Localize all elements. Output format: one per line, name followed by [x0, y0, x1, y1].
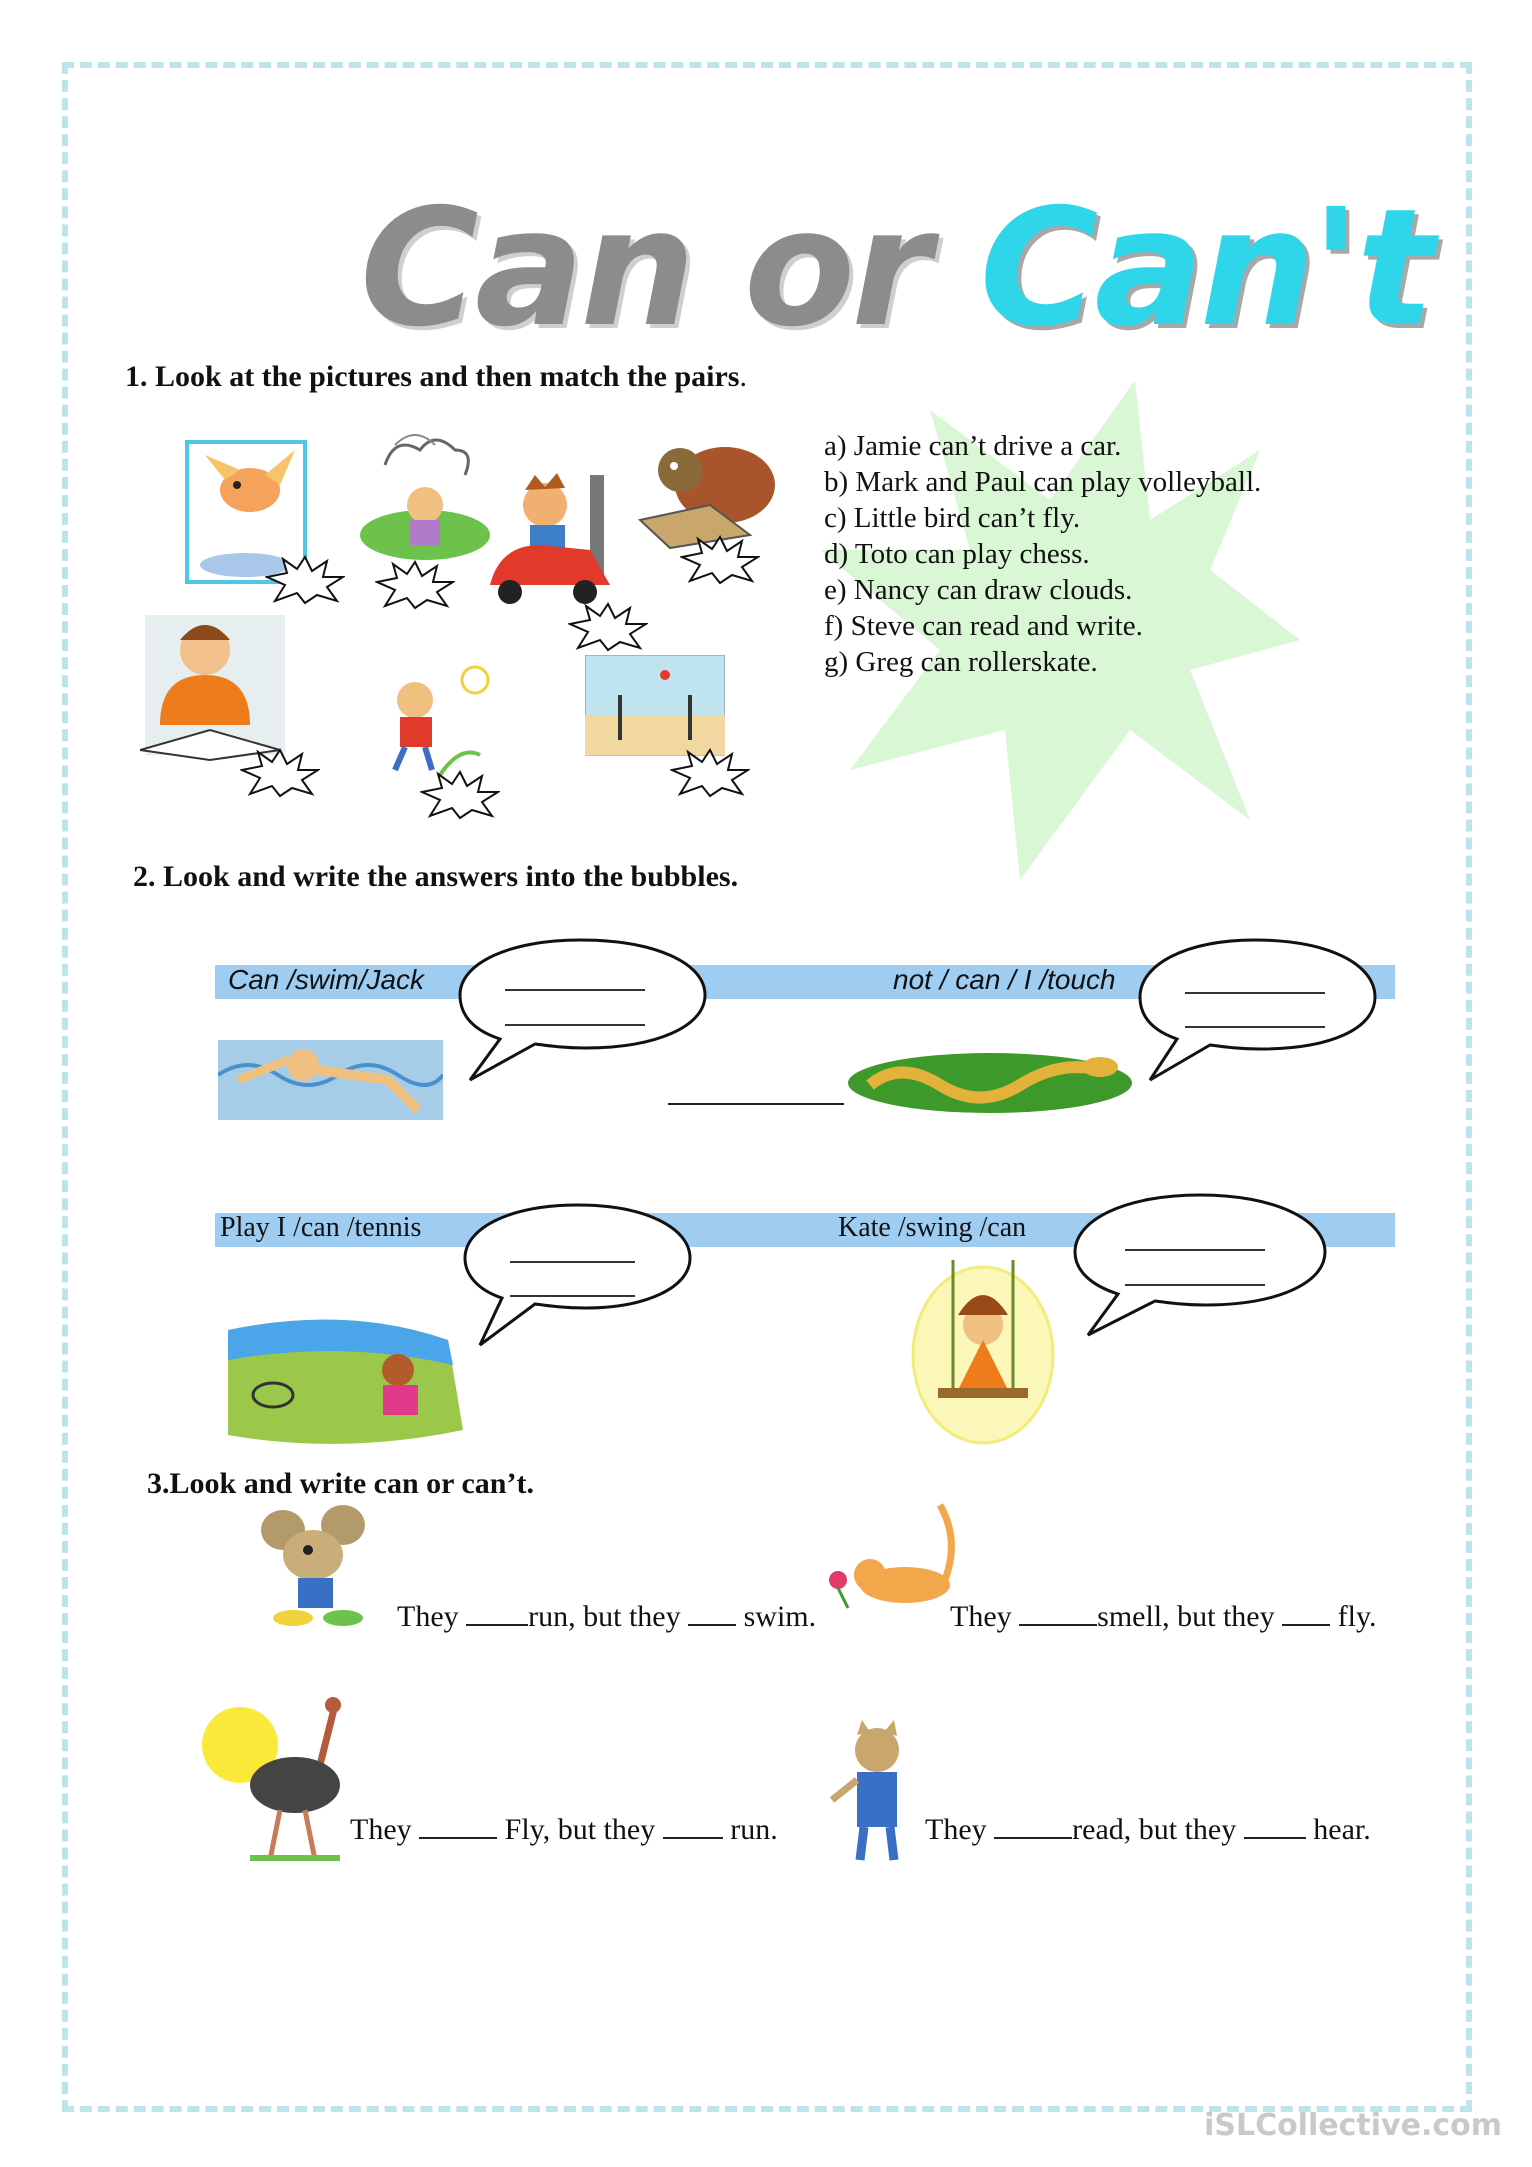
- match-sentence: a) Jamie can’t drive a car.: [824, 430, 1122, 462]
- starburst-answer-box: [670, 748, 750, 798]
- match-sentence: d) Toto can play chess.: [824, 538, 1090, 570]
- worksheet-title: [360, 175, 1430, 363]
- fill-sentence: They smell, but they fly.: [950, 1600, 1377, 1633]
- prompt-text: Play I /can /tennis: [220, 1212, 422, 1243]
- match-sentences-list: [824, 428, 1261, 680]
- cat-flower-picture: [820, 1500, 965, 1610]
- speech-bubble: [1070, 1190, 1330, 1340]
- starburst-answer-box: [568, 602, 648, 652]
- answer-line: [668, 1103, 844, 1105]
- ostrich-picture: [200, 1695, 350, 1870]
- prompt-text: Can /swim/Jack: [228, 964, 425, 995]
- match-sentence: g) Greg can rollerskate.: [824, 646, 1098, 678]
- match-sentence: b) Mark and Paul can play volleyball.: [824, 466, 1262, 498]
- jack-swimming-picture: [218, 1005, 443, 1120]
- fill-sentence: They run, but they swim.: [397, 1600, 817, 1633]
- nancy-drawing-picture: [355, 425, 495, 565]
- snake-picture: [845, 1045, 1135, 1115]
- title-or: or: [691, 175, 980, 363]
- starburst-answer-box: [680, 535, 760, 585]
- section3-heading: 3.Look and write can or can’t.: [147, 1467, 534, 1500]
- title-can: Can: [360, 175, 692, 363]
- prompt-text: not / can / I /touch: [893, 964, 1116, 995]
- match-sentence: c) Little bird can’t fly.: [824, 502, 1081, 534]
- section2-heading: 2. Look and write the answers into the bubbles.: [133, 860, 739, 893]
- starburst-answer-box: [265, 555, 345, 605]
- site-watermark: iSLCollective.com: [1204, 2108, 1502, 2143]
- starburst-answer-box: [375, 560, 455, 610]
- jamie-car-picture: [480, 470, 630, 615]
- section1-heading: 1. Look at the pictures and then match the pairs.: [125, 360, 747, 393]
- greg-rollerskate-picture: [370, 665, 500, 785]
- mouse-picture: [248, 1500, 398, 1630]
- match-sentence: e) Nancy can draw clouds.: [824, 574, 1133, 606]
- speech-bubble: [460, 1200, 695, 1350]
- steve-reading-picture: [140, 615, 290, 765]
- match-sentence: f) Steve can read and write.: [824, 610, 1143, 642]
- speech-bubble: [455, 935, 710, 1085]
- speech-bubble: [1135, 935, 1380, 1085]
- kate-swing-picture: [898, 1260, 1058, 1445]
- prompt-text: Kate /swing /can: [838, 1212, 1027, 1243]
- starburst-answer-box: [240, 748, 320, 798]
- starburst-answer-box: [420, 770, 500, 820]
- toto-chess-picture: [630, 440, 780, 550]
- fill-sentence: They read, but they hear.: [925, 1813, 1371, 1846]
- cat-overalls-picture: [822, 1720, 927, 1870]
- volleyball-picture: [585, 655, 725, 760]
- fill-sentence: They Fly, but they run.: [350, 1813, 778, 1846]
- title-cant: Can't: [979, 175, 1431, 363]
- tennis-picture: [218, 1310, 468, 1445]
